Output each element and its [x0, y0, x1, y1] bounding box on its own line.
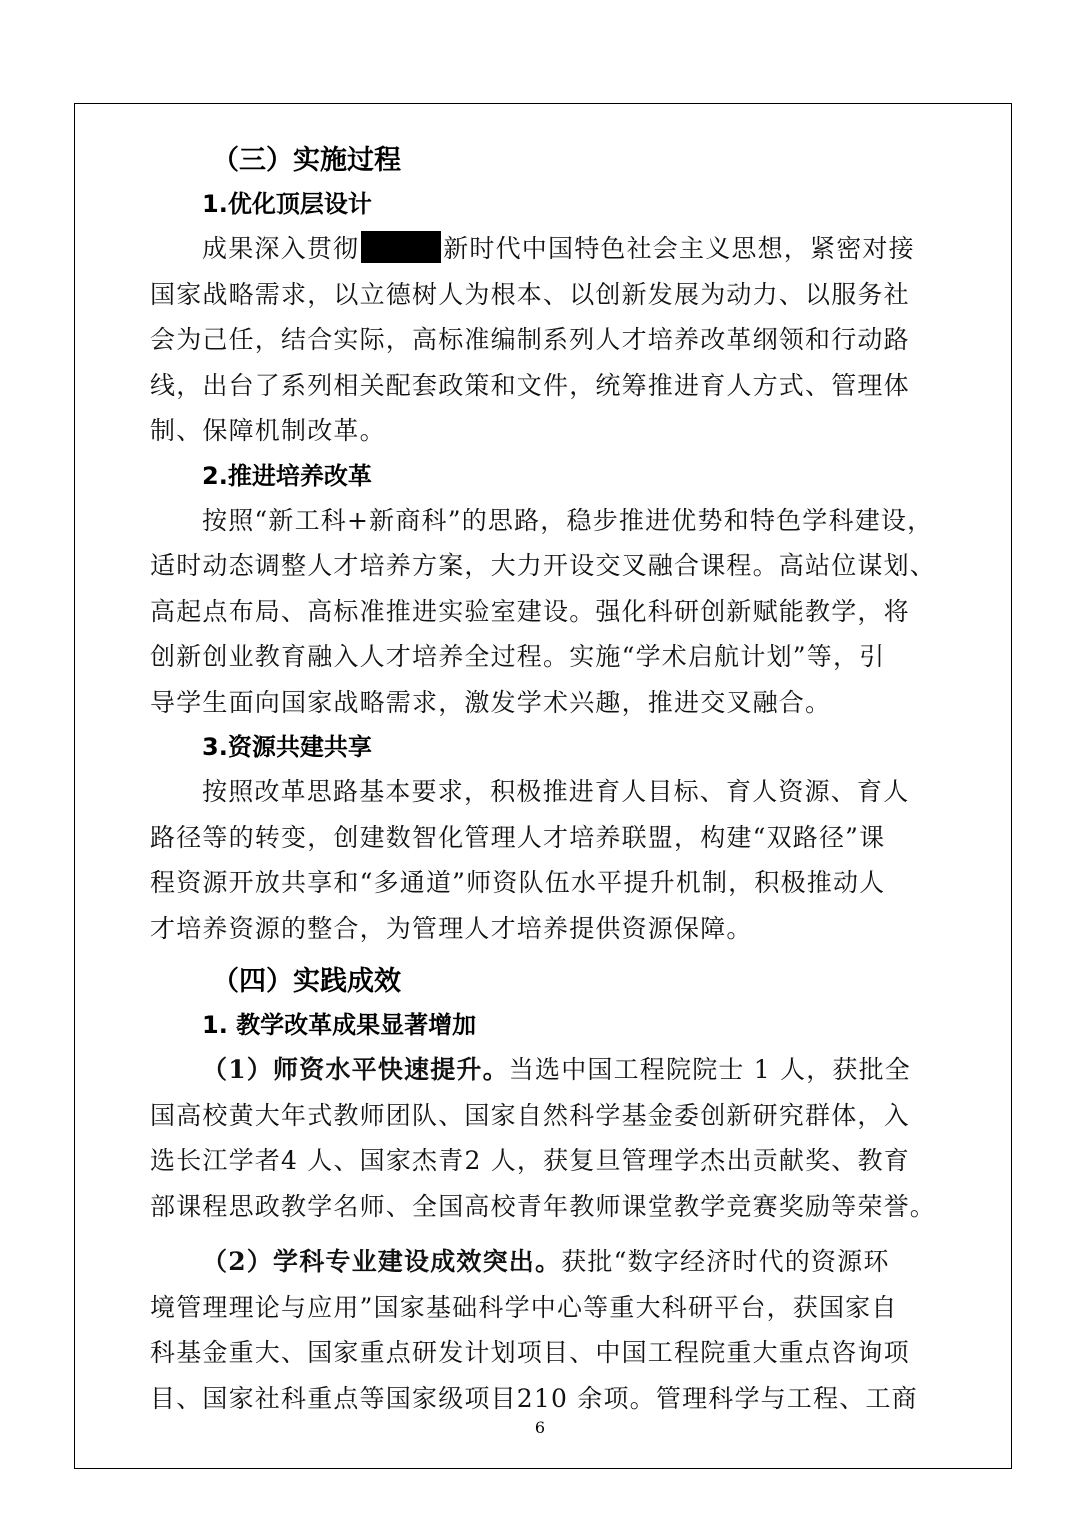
paragraph — [150, 1239, 940, 1421]
paragraph-line: 程资源开放共享和“多通道”师资队伍水平提升机制，积极推动人 — [150, 868, 886, 897]
paragraph-line: 适时动态调整人才培养方案，大力开设交叉融合课程。高站位谋划、 — [150, 551, 937, 580]
paragraph-line: 目、国家社科重点等国家级项目210 余项。管理科学与工程、工商 — [150, 1383, 918, 1413]
paragraph-line: 制、保障机制改革。 — [150, 416, 386, 445]
paragraph-line: （1）师资水平快速提升。当选中国工程院院士 1 人，获批全 — [202, 1055, 911, 1084]
paragraph-line: 会为己任，结合实际，高标准编制系列人才培养改革纲领和行动路 — [150, 325, 910, 354]
paragraph-line: 国家战略需求，以立德树人为根本、以创新发展为动力、以服务社 — [150, 279, 910, 309]
paragraph-line: 线，出台了系列相关配套政策和文件，统筹推进育人方式、管理体 — [150, 370, 910, 400]
paragraph-line: 创新创业教育融入人才培养全过程。实施“学术启航计划”等，引 — [150, 642, 886, 671]
paragraph-line: 选长江学者4 人、国家杰青2 人，获复旦管理学杰出贡献奖、教育 — [150, 1146, 910, 1175]
paragraph-line: 高起点布局、高标准推进实验室建设。强化科研创新赋能教学，将 — [150, 596, 910, 626]
paragraph-line: 按照“新工科+新商科”的思路，稳步推进优势和特色学科建设， — [202, 505, 934, 535]
subsection-heading: 3.资源共建共享 — [202, 733, 372, 761]
section-heading: （四）实践成效 — [212, 966, 401, 997]
paragraph-line: 部课程思政教学名师、全国高校青年教师课堂教学竞赛奖励等荣誉。 — [150, 1191, 937, 1221]
paragraph-line: 按照改革思路基本要求，积极推进育人目标、育人资源、育人 — [202, 777, 910, 806]
paragraph-line: 导学生面向国家战略需求，激发学术兴趣，推进交叉融合。 — [150, 687, 832, 717]
paragraph-line: 国高校黄大年式教师团队、国家自然科学基金委创新研究群体，入 — [150, 1100, 910, 1130]
paragraph-line: 路径等的转变，创建数智化管理人才培养联盟，构建“双路径”课 — [150, 822, 886, 852]
section-heading: （三）实施过程 — [212, 145, 401, 176]
paragraph — [150, 1047, 940, 1229]
paragraph-line: 才培养资源的整合，为管理人才培养提供资源保障。 — [150, 913, 753, 943]
subsection-heading: 1. 教学改革成果显著增加 — [202, 1011, 477, 1039]
paragraph — [150, 769, 940, 951]
redaction-block — [361, 231, 441, 263]
paragraph-line: 境管理理论与应用”国家基础科学中心等重大科研平台，获国家自 — [150, 1292, 898, 1322]
subsection-heading: 1.优化顶层设计 — [202, 190, 372, 218]
item-lead: （2）学科专业建设成效突出。 — [202, 1247, 562, 1276]
subsection-heading: 2.推进培养改革 — [202, 461, 372, 490]
page-number: 6 — [534, 1418, 546, 1437]
paragraph — [150, 498, 940, 726]
item-lead: （1）师资水平快速提升。 — [202, 1055, 509, 1084]
paragraph — [150, 226, 940, 454]
paragraph-line: （2）学科专业建设成效突出。获批“数字经济时代的资源环 — [202, 1247, 890, 1276]
document-body — [150, 130, 940, 1421]
paragraph-line: 科基金重大、国家重点研发计划项目、中国工程院重大重点咨询项 — [150, 1338, 910, 1367]
paragraph-line: 成果深入贯彻 新时代中国特色社会主义思想，紧密对接 — [150, 226, 940, 272]
